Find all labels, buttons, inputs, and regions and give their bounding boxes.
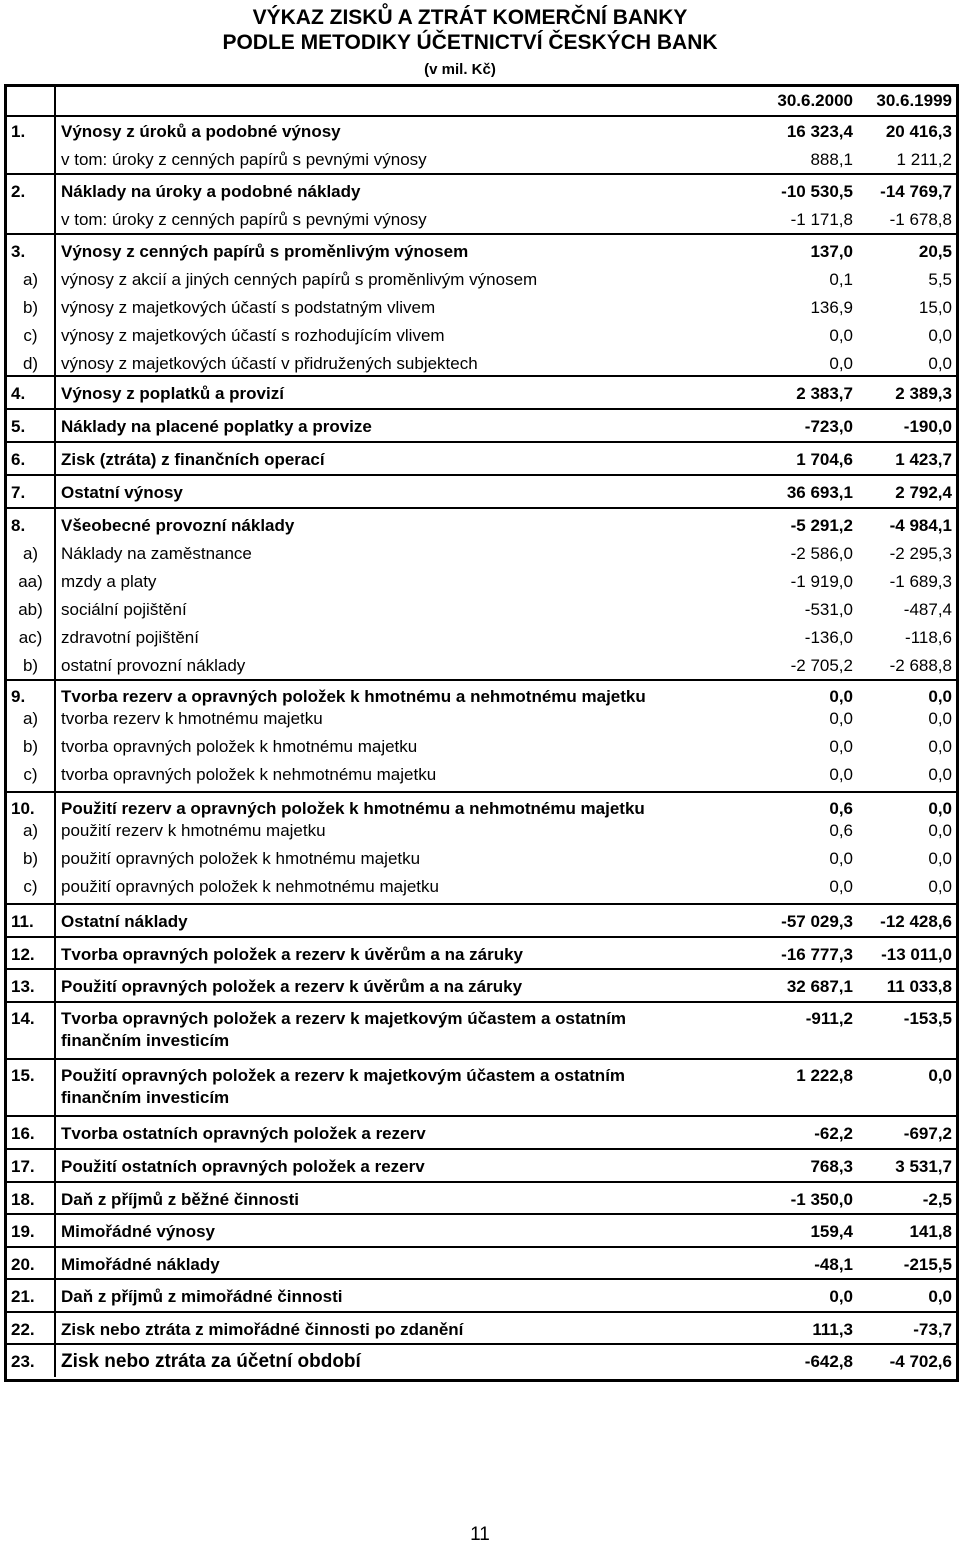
row-label: tvorba opravných položek k nehmotnému majetku [61, 765, 437, 784]
table-row [7, 1218, 956, 1245]
table-row [7, 1348, 956, 1375]
row-label: Použití opravných položek a rezerv k majetkovým účastem a ostatním [61, 1066, 626, 1085]
row-label: Daň z příjmů z běžné činnosti [61, 1190, 300, 1209]
value-2000: 0,0 [829, 687, 853, 706]
row-number: ab) [18, 600, 43, 619]
value-1999: 2 389,3 [895, 384, 952, 403]
row-number: 14. [11, 1009, 35, 1028]
value-1999: -215,5 [903, 1255, 952, 1274]
row-label: Výnosy z cenných papírů s proměnlivým výnosem [61, 242, 469, 261]
value-2000: 111,3 [812, 1320, 853, 1339]
row-number: 18. [11, 1190, 35, 1209]
table-header [7, 87, 956, 117]
value-2000: 0,0 [829, 1287, 853, 1306]
table-row [7, 1251, 956, 1278]
value-1999: 0,0 [928, 1287, 952, 1306]
value-1999: -190,0 [903, 417, 952, 436]
table-row [7, 761, 956, 788]
row-number: 15. [11, 1066, 35, 1085]
value-1999: 15,0 [918, 298, 952, 317]
row-number: 16. [11, 1124, 35, 1143]
title-line-2: PODLE METODIKY ÚČETNICTVÍ ČESKÝCH BANK [222, 31, 718, 54]
table-row-group [7, 970, 956, 1003]
row-label: Ostatní výnosy [61, 483, 183, 502]
table-row [7, 1120, 956, 1147]
value-1999: -4 984,1 [889, 516, 952, 535]
row-label: Náklady na zaměstnance [61, 544, 252, 563]
row-label: Náklady na placené poplatky a provize [61, 417, 372, 436]
value-1999: -153,5 [903, 1009, 952, 1028]
value-2000: 0,0 [829, 877, 853, 896]
row-label: zdravotní pojištění [61, 628, 199, 647]
row-number: 23. [11, 1352, 35, 1371]
table-row [7, 294, 956, 321]
row-number: 1. [11, 122, 26, 141]
value-1999: -2,5 [922, 1190, 952, 1209]
table-row [7, 845, 956, 872]
row-label: výnosy z majetkových účastí s rozhodujícím vlivem [61, 326, 445, 345]
value-2000: -136,0 [804, 628, 853, 647]
row-label: Výnosy z úroků a podobné výnosy [61, 122, 341, 141]
value-1999: 0,0 [928, 799, 952, 818]
value-2000: 768,3 [810, 1157, 853, 1176]
value-1999: 20 416,3 [885, 122, 952, 141]
row-number: 8. [11, 516, 26, 535]
row-number: b) [22, 849, 39, 868]
row-number: 2. [11, 182, 26, 201]
table-row-group [7, 1003, 956, 1060]
row-number: ac) [18, 628, 43, 647]
value-1999: 0,0 [928, 1066, 952, 1085]
value-1999: -1 689,3 [889, 572, 952, 591]
table-row [7, 238, 956, 265]
row-number: a) [22, 544, 39, 563]
value-1999: 11 033,8 [886, 977, 952, 996]
row-number: b) [22, 298, 39, 317]
value-1999: 0,0 [928, 354, 952, 373]
table-row [7, 1316, 956, 1343]
table-row-group [7, 175, 956, 235]
row-number: 9. [11, 687, 26, 706]
table-row [7, 1153, 956, 1180]
row-number: 11. [11, 912, 34, 931]
value-1999: 0,0 [928, 849, 952, 868]
value-2000: -1 350,0 [790, 1190, 853, 1209]
value-2000: 36 693,1 [786, 483, 853, 502]
row-label: použití rezerv k hmotnému majetku [61, 821, 326, 840]
value-1999: -4 702,6 [889, 1352, 952, 1371]
table-row-continuation [7, 1027, 956, 1054]
table-row [7, 652, 956, 679]
table-row [7, 568, 956, 595]
value-2000: -911,2 [805, 1009, 853, 1028]
table-row [7, 446, 956, 473]
table-row-group [7, 1060, 956, 1117]
table-row [7, 941, 956, 968]
value-1999: -73,7 [913, 1320, 952, 1339]
row-label: použití opravných položek k hmotnému majetku [61, 849, 421, 868]
table-row [7, 206, 956, 233]
row-label: Tvorba opravných položek a rezerv k majetkovým účastem a ostatním [61, 1009, 626, 1028]
value-1999: -2 688,8 [889, 656, 952, 675]
row-label: Zisk (ztráta) z finančních operací [61, 450, 325, 469]
row-label: Daň z příjmů z mimořádné činnosti [61, 1287, 343, 1306]
table-row [7, 540, 956, 567]
row-label: Tvorba opravných položek a rezerv k úvěrům a na záruky [61, 945, 524, 964]
value-1999: 0,0 [928, 687, 952, 706]
row-label: výnosy z akcií a jiných cenných papírů s proměnlivým výnosem [61, 270, 538, 289]
row-label: Mimořádné výnosy [61, 1222, 215, 1241]
value-1999: -697,2 [903, 1124, 952, 1143]
value-2000: -1 919,0 [790, 572, 853, 591]
table-row-group [7, 443, 956, 476]
table-row [7, 118, 956, 145]
row-label: Zisk nebo ztráta za účetní období [61, 1351, 361, 1372]
row-number: 17. [11, 1157, 35, 1176]
column-date-1999: 30.6.1999 [876, 91, 952, 110]
table-row [7, 322, 956, 349]
value-2000: -1 171,8 [790, 210, 853, 229]
row-label: Zisk nebo ztráta z mimořádné činnosti po zdanění [61, 1320, 464, 1339]
table-row [7, 973, 956, 1000]
value-2000: 0,0 [829, 326, 853, 345]
row-label: Všeobecné provozní náklady [61, 516, 295, 535]
row-label: Náklady na úroky a podobné náklady [61, 182, 361, 201]
table-row-group [7, 377, 956, 410]
row-number: 22. [11, 1320, 35, 1339]
value-2000: -5 291,2 [790, 516, 853, 535]
value-1999: 0,0 [928, 765, 952, 784]
row-number: a) [22, 821, 39, 840]
row-number: 4. [11, 384, 26, 403]
table-row-group [7, 938, 956, 970]
row-label: Použití rezerv a opravných položek k hmotnému a nehmotnému majetku [61, 799, 645, 818]
value-1999: -118,6 [905, 628, 952, 647]
table-row-group [7, 1183, 956, 1215]
value-1999: 2 792,4 [895, 483, 952, 502]
value-2000: -62,2 [814, 1124, 853, 1143]
value-2000: 32 687,1 [786, 977, 853, 996]
value-2000: -723,0 [804, 417, 853, 436]
row-label: Použití opravných položek a rezerv k úvěrům a na záruky [61, 977, 523, 996]
row-number: 5. [11, 417, 26, 436]
row-label: Tvorba ostatních opravných položek a rezerv [61, 1124, 426, 1143]
row-number: 6. [11, 450, 26, 469]
table-row [7, 596, 956, 623]
row-number: 20. [11, 1255, 35, 1274]
value-2000: 0,1 [829, 270, 853, 289]
row-number: 19. [11, 1222, 35, 1241]
row-label: Ostatní náklady [61, 912, 188, 931]
table-row-group [7, 235, 956, 377]
value-2000: 159,4 [810, 1222, 853, 1241]
row-label: mzdy a platy [61, 572, 157, 591]
row-label: tvorba rezerv k hmotnému majetku [61, 709, 323, 728]
table-row-group [7, 1117, 956, 1150]
row-number: a) [22, 709, 39, 728]
table-row [7, 624, 956, 651]
row-number: 21. [11, 1287, 35, 1306]
value-2000: -531,0 [804, 600, 853, 619]
value-1999: -13 011,0 [881, 945, 952, 964]
value-1999: 3 531,7 [895, 1157, 952, 1176]
row-number: 3. [11, 242, 26, 261]
row-label: Tvorba rezerv a opravných položek k hmotnému a nehmotnému majetku [61, 687, 646, 706]
table-row [7, 873, 956, 900]
row-number: 10. [11, 799, 35, 818]
row-number: aa) [18, 572, 43, 591]
table-row-group [7, 1280, 956, 1313]
table-row [7, 1283, 956, 1310]
value-2000: -2 705,2 [790, 656, 853, 675]
table-row [7, 350, 956, 377]
value-2000: 1 704,6 [796, 450, 853, 469]
table-row [7, 413, 956, 440]
table-row-group [7, 509, 956, 681]
value-2000: 0,0 [829, 765, 853, 784]
table-row-group [7, 1313, 956, 1345]
value-1999: -1 678,8 [889, 210, 952, 229]
table-row [7, 817, 956, 844]
value-1999: -487,4 [903, 600, 952, 619]
value-1999: 1 423,7 [895, 450, 952, 469]
row-label: Výnosy z poplatků a provizí [61, 384, 284, 403]
table-row [7, 705, 956, 732]
value-2000: -642,8 [804, 1352, 853, 1371]
table-row-group [7, 1150, 956, 1183]
value-2000: 0,0 [829, 354, 853, 373]
column-date-2000: 30.6.2000 [777, 91, 853, 110]
value-2000: 0,0 [829, 737, 853, 756]
table-row [7, 146, 956, 173]
value-2000: 16 323,4 [786, 122, 853, 141]
value-2000: -48,1 [814, 1255, 853, 1274]
value-2000: -16 777,3 [781, 945, 853, 964]
row-number: b) [22, 737, 39, 756]
value-2000: 0,6 [829, 821, 853, 840]
table-row-group [7, 681, 956, 793]
value-2000: -2 586,0 [790, 544, 853, 563]
value-1999: 141,8 [909, 1222, 952, 1241]
table-row-group [7, 905, 956, 938]
table-row [7, 733, 956, 760]
table-row-continuation [7, 1084, 956, 1111]
row-number: 13. [11, 977, 35, 996]
value-2000: 0,6 [829, 799, 853, 818]
row-number: c) [23, 765, 38, 784]
table-row [7, 178, 956, 205]
value-1999: 0,0 [928, 326, 952, 345]
row-label: sociální pojištění [61, 600, 187, 619]
value-1999: 20,5 [918, 242, 952, 261]
title-line-1: VÝKAZ ZISKŮ A ZTRÁT KOMERČNÍ BANKY [252, 6, 688, 29]
table-row-group [7, 410, 956, 443]
row-label: v tom: úroky z cenných papírů s pevnými výnosy [61, 150, 427, 169]
row-label: ostatní provozní náklady [61, 656, 246, 675]
page-number: 11 [470, 1524, 490, 1545]
row-label: výnosy z majetkových účastí v přidružených subjektech [61, 354, 478, 373]
table-row-group [7, 793, 956, 905]
value-2000: 136,9 [810, 298, 853, 317]
row-number: b) [22, 656, 39, 675]
row-number: a) [22, 270, 39, 289]
row-number: c) [23, 877, 38, 896]
value-1999: -2 295,3 [889, 544, 952, 563]
table-row [7, 479, 956, 506]
table-row-group [7, 1215, 956, 1248]
row-number: 12. [11, 945, 35, 964]
value-2000: 1 222,8 [796, 1066, 853, 1085]
row-label: výnosy z majetkových účastí s podstatným vlivem [61, 298, 436, 317]
table-row [7, 380, 956, 407]
value-1999: 0,0 [928, 737, 952, 756]
row-label: tvorba opravných položek k hmotnému majetku [61, 737, 418, 756]
value-1999: -12 428,6 [880, 912, 952, 931]
value-1999: -14 769,7 [880, 182, 952, 201]
row-label-continuation: finančním investicím [61, 1031, 230, 1050]
value-1999: 0,0 [928, 821, 952, 840]
row-label: v tom: úroky z cenných papírů s pevnými výnosy [61, 210, 427, 229]
value-1999: 0,0 [928, 709, 952, 728]
table-row [7, 908, 956, 935]
table-row-group [7, 476, 956, 509]
value-1999: 1 211,2 [896, 150, 952, 169]
value-2000: 0,0 [829, 849, 853, 868]
value-2000: 888,1 [810, 150, 853, 169]
value-2000: -10 530,5 [781, 182, 853, 201]
value-2000: 137,0 [810, 242, 853, 261]
value-2000: 2 383,7 [796, 384, 853, 403]
row-label: použití opravných položek k nehmotnému majetku [61, 877, 439, 896]
table-row-group [7, 1248, 956, 1280]
table-row [7, 266, 956, 293]
value-2000: -57 029,3 [781, 912, 853, 931]
value-1999: 5,5 [928, 270, 952, 289]
value-1999: 0,0 [928, 877, 952, 896]
row-label-continuation: finančním investicím [61, 1088, 230, 1107]
row-label: Mimořádné náklady [61, 1255, 220, 1274]
currency-unit: (v mil. Kč) [424, 61, 496, 78]
row-label: Použití ostatních opravných položek a rezerv [61, 1157, 425, 1176]
table-row [7, 512, 956, 539]
row-number: c) [23, 326, 38, 345]
report-title [0, 5, 960, 79]
table-row-group [7, 115, 956, 175]
row-number: 7. [11, 483, 26, 502]
income-statement-table [4, 84, 959, 1382]
value-2000: 0,0 [829, 709, 853, 728]
table-row-group [7, 1345, 956, 1377]
row-number: d) [22, 354, 39, 373]
table-row [7, 1186, 956, 1213]
